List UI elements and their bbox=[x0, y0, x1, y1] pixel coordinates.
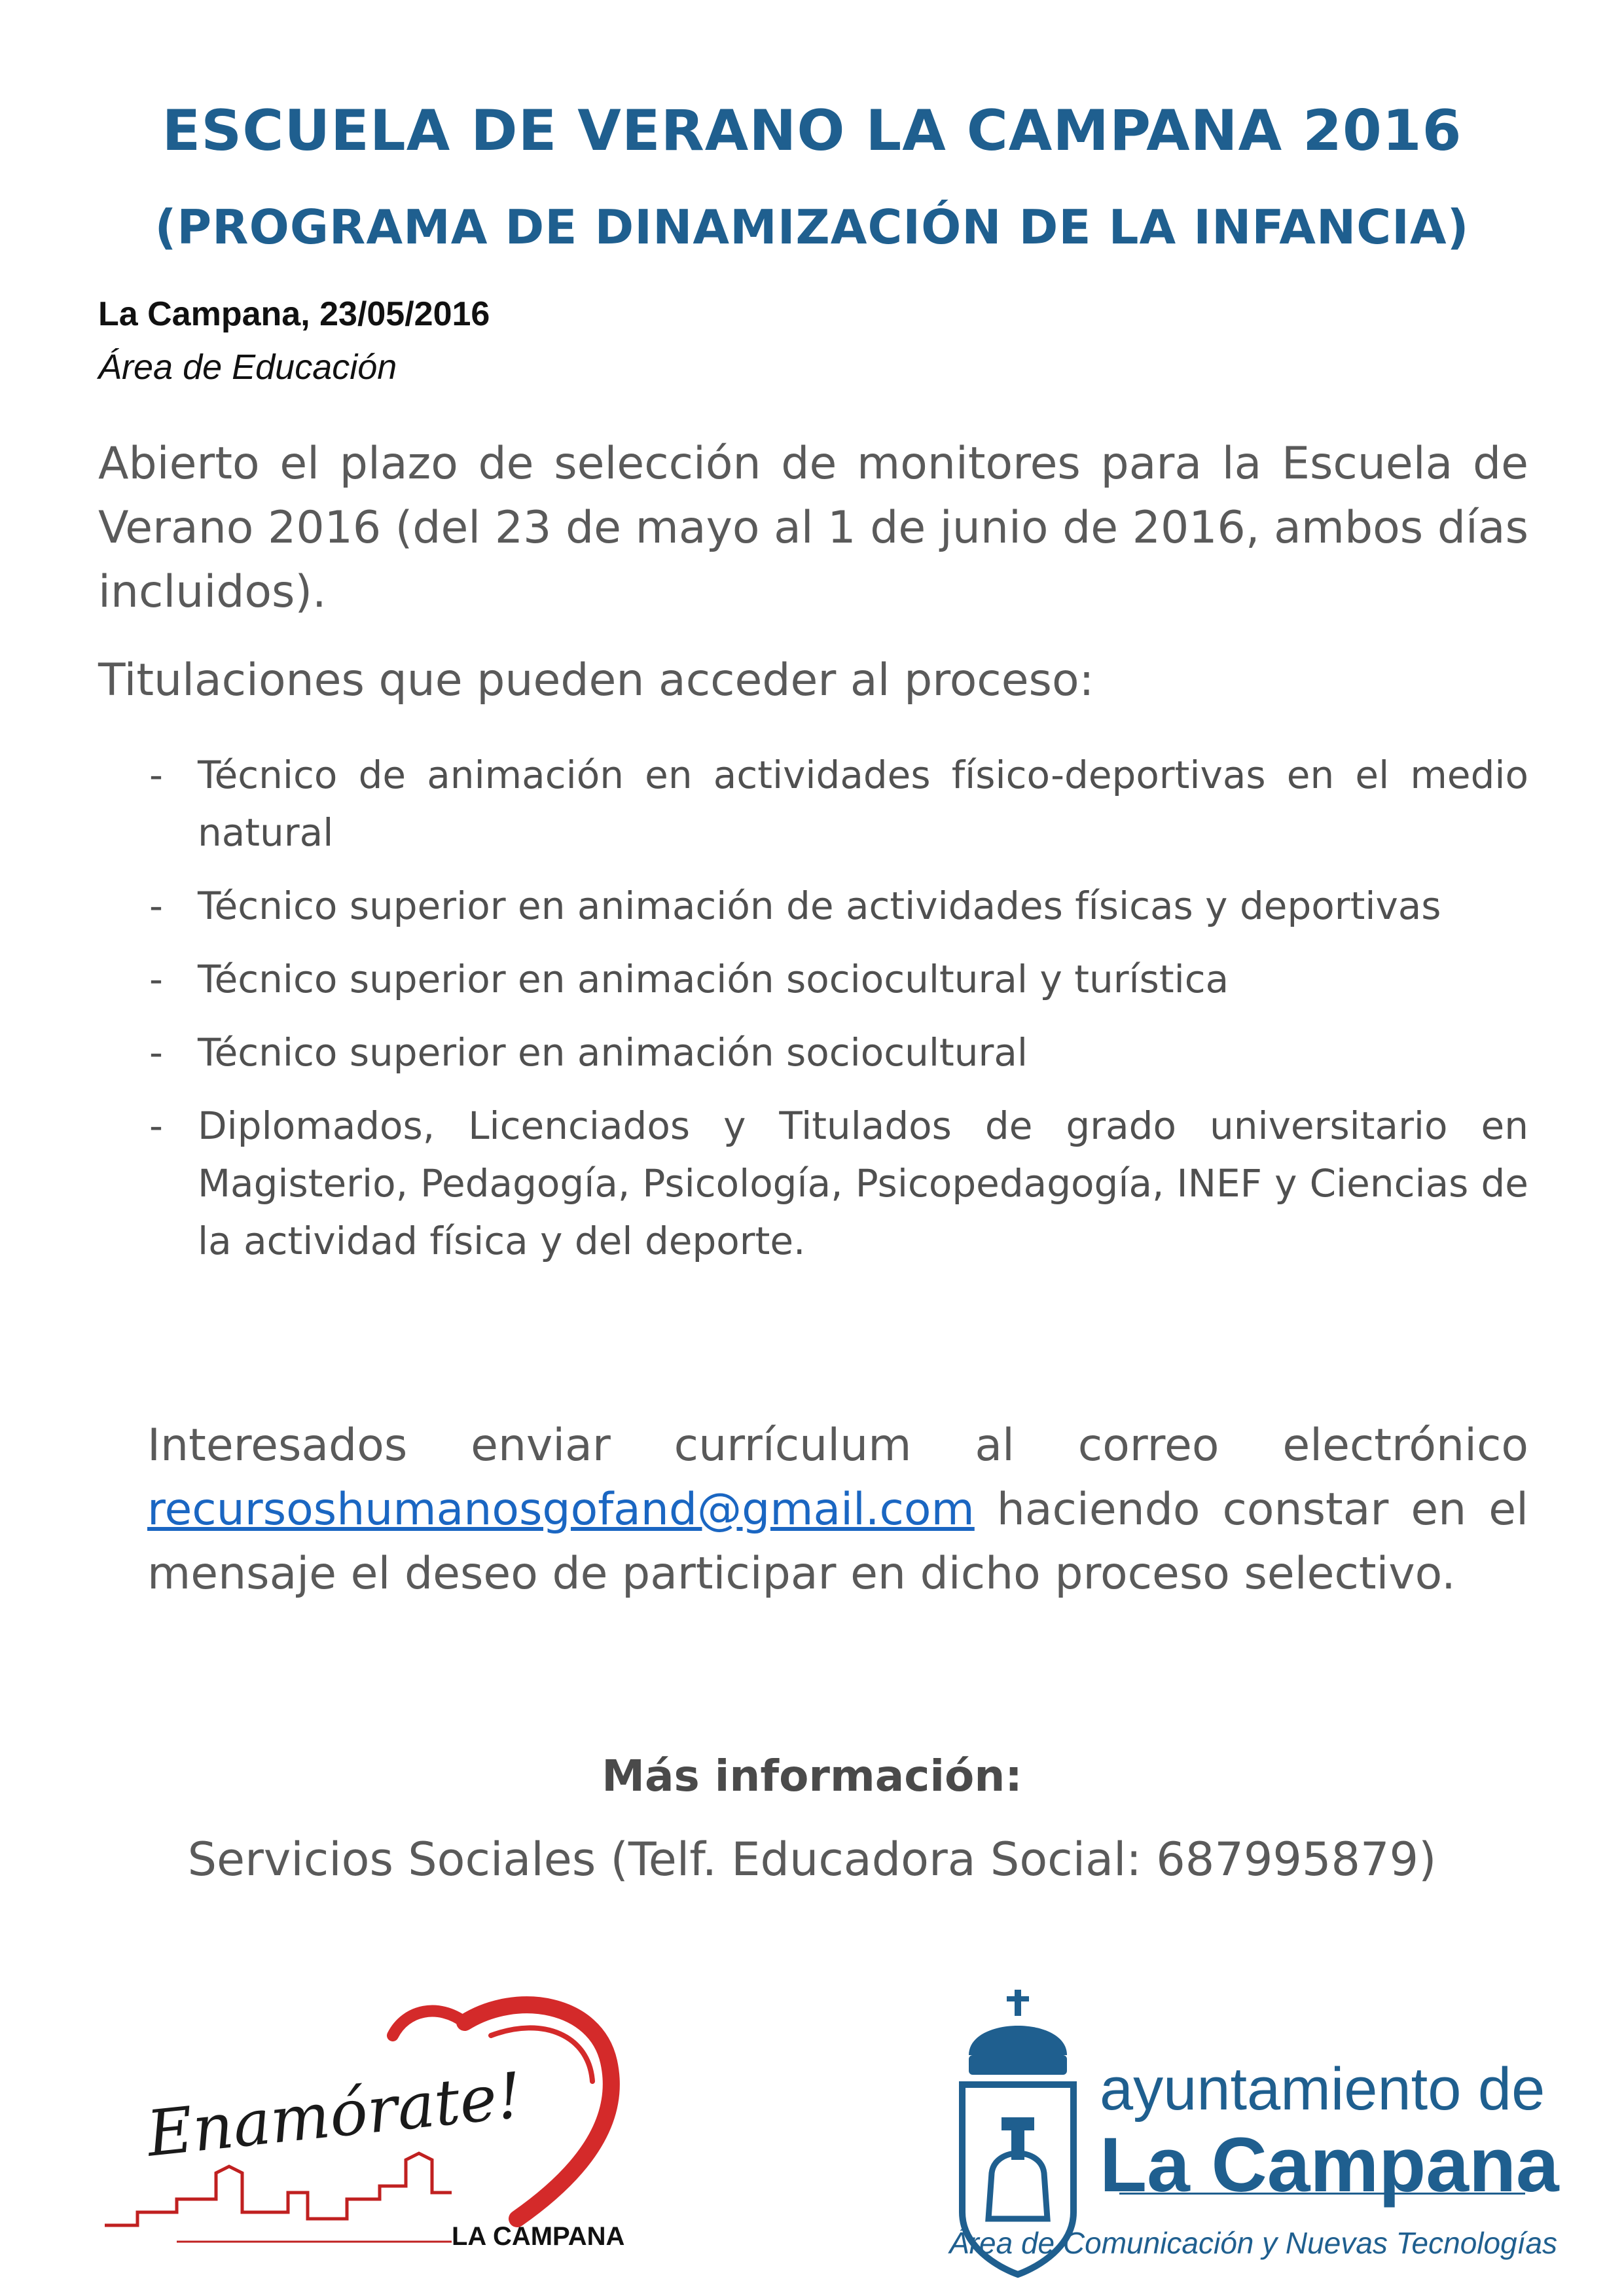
list-item bbox=[144, 877, 1528, 935]
dash-bullet: - bbox=[149, 1030, 163, 1075]
dash-bullet: - bbox=[149, 753, 163, 797]
dash-bullet: - bbox=[149, 884, 163, 928]
dash-bullet: - bbox=[149, 1103, 163, 1148]
dash-bullet: - bbox=[149, 957, 163, 1001]
department-label: Área de Educación bbox=[98, 348, 397, 387]
document-date: La Campana, 23/05/2016 bbox=[98, 295, 490, 333]
list-item-text: Técnico superior en animación de actividades físicas y deportivas bbox=[198, 884, 1441, 928]
list-item-text: Técnico superior en animación sociocultural bbox=[198, 1030, 1028, 1075]
intro-paragraph: Abierto el plazo de selección de monitores para la Escuela de Verano 2016 (del 23 de mayo al 1 de junio de 2016, ambos días incluidos). bbox=[98, 438, 1528, 618]
application-text-before: Interesados enviar currículum al correo electrónico bbox=[147, 1420, 1528, 1471]
list-item-text: Técnico superior en animación sociocultural y turística bbox=[198, 957, 1229, 1001]
list-item bbox=[144, 746, 1528, 861]
logo-line-2: La Campana bbox=[1100, 2122, 1559, 2208]
contact-line: Servicios Sociales (Telf. Educadora Social: 687995879) bbox=[187, 1833, 1437, 1886]
logo-line-3: Área de Comunicación y Nuevas Tecnologías bbox=[949, 2226, 1558, 2260]
list-item-text: Diplomados, Licenciados y Titulados de grado universitario en Magisterio, Pedagogía, Psicología, Psicopedagogía, INEF y Ciencias de la actividad física y del deporte. bbox=[198, 1103, 1528, 1263]
logo-slogan: Enamórate! bbox=[143, 2058, 526, 2171]
list-item-text: Técnico de animación en actividades físico-deportivas en el medio natural bbox=[198, 753, 1528, 855]
page-subtitle: (PROGRAMA DE DINAMIZACIÓN DE LA INFANCIA) bbox=[154, 200, 1470, 255]
page-title: ESCUELA DE VERANO LA CAMPANA 2016 bbox=[162, 98, 1462, 164]
titulaciones-list bbox=[144, 746, 1528, 1285]
application-paragraph bbox=[147, 1414, 1528, 1606]
logo-line-1: ayuntamiento de bbox=[1100, 2056, 1545, 2123]
titulaciones-heading: Titulaciones que pueden acceder al proceso: bbox=[98, 655, 1094, 706]
application-text-after: haciendo constar en el mensaje el deseo de participar en dicho proceso selectivo. bbox=[147, 1484, 1528, 1600]
list-item bbox=[144, 1024, 1528, 1081]
crown-icon bbox=[969, 1990, 1067, 2075]
list-item bbox=[144, 1097, 1528, 1270]
list-item bbox=[144, 950, 1528, 1008]
email-link[interactable]: recursoshumanosgofand@gmail.com bbox=[147, 1484, 975, 1535]
logo-town-name: LA CAMPANA bbox=[452, 2222, 625, 2251]
more-info-heading: Más información: bbox=[602, 1751, 1022, 1801]
